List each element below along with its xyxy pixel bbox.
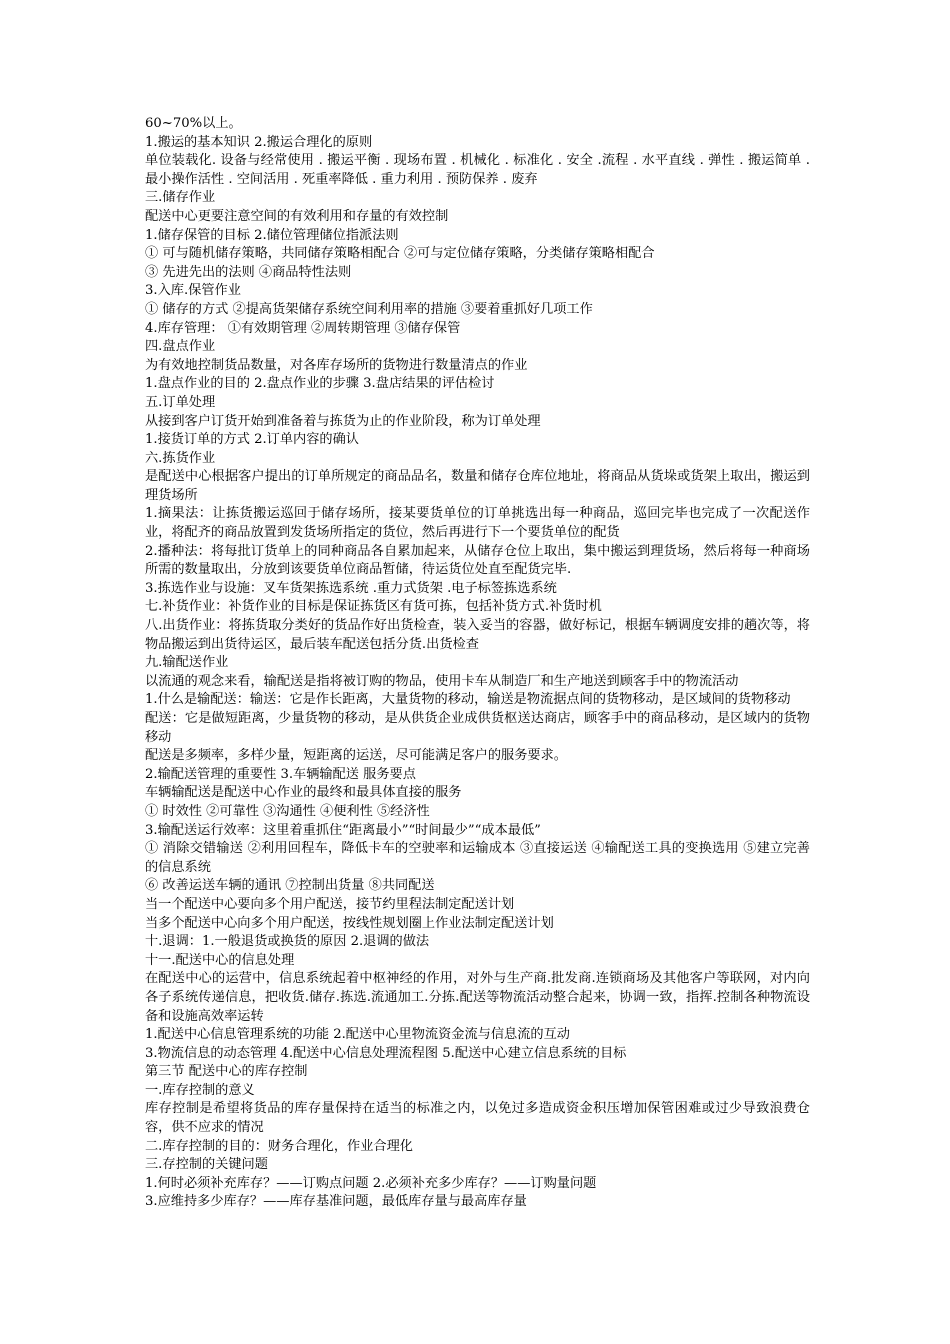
section-heading: 五.订单处理: [145, 394, 216, 410]
text-line: 配送中心更要注意空间的有效利用和存量的有效控制: [145, 208, 449, 224]
text-line: 当一个配送中心要向多个用户配送，接节约里程法制定配送计划: [145, 896, 515, 912]
text-line: 1.接货订单的方式 2.订单内容的确认: [145, 432, 359, 448]
text-line: 在配送中心的运营中，信息系统起着中枢神经的作用，对外与生产商.批发商.连锁商场及其他客户等联网，对内向各子系统传递信息，把收货.储存.拣选.流通加工.分拣.配送等物流活动整合起来，协调一致，指挥.控制各种物流设备和设施高效率运转: [145, 971, 810, 1024]
section-heading: 十一.配送中心的信息处理: [145, 952, 295, 968]
text-line: 3.输配送运行效率：这里着重抓住“距离最小”“时间最少”“成本最低”: [145, 822, 541, 838]
text-line: 从接到客户订货开始到准备着与拣货为止的作业阶段，称为订单处理: [145, 413, 541, 429]
text-line: 1.何时必须补充库存？——订购点问题 2.必须补充多少库存？——订购量问题: [145, 1175, 597, 1191]
chapter-heading: 第三节 配送中心的库存控制: [145, 1064, 308, 1080]
text-line: 当多个配送中心向多个用户配送，按线性规划圈上作业法制定配送计划: [145, 915, 554, 931]
text-line: 3.物流信息的动态管理 4.配送中心信息处理流程图 5.配送中心建立信息系统的目标: [145, 1045, 627, 1061]
section-heading: 一.库存控制的意义: [145, 1082, 255, 1098]
text-line: 配送是多频率，多样少量，短距离的运送，尽可能满足客户的服务要求。: [145, 748, 567, 764]
section-heading: 三.储存作业: [145, 190, 216, 206]
text-line: ③ 先进先出的法则 ④商品特性法则: [145, 264, 352, 280]
text-line: 3.入库.保管作业: [145, 283, 241, 299]
text-line: 3.应维持多少库存？——库存基准问题，最低库存量与最高库存量: [145, 1194, 527, 1210]
text-line: 1.盘点作业的目的 2.盘点作业的步骤 3.盘店结果的评估检讨: [145, 376, 495, 392]
text-line: 以流通的观念来看，输配送是指将被订购的物品，使用卡车从制造厂和生产地送到顾客手中的物流活动: [145, 673, 739, 689]
text-line: 1.什么是输配送：输送：它是作长距离，大量货物的移动，输送是物流据点间的货物移动，是区域间的货物移动: [145, 692, 791, 708]
text-line: 配送：它是做短距离，少量货物的移动，是从供货企业成供货枢送达商店，顾客手中的商品移动，是区域内的货物移动: [145, 711, 810, 745]
text-line: ① 可与随机储存策略，共同储存策略相配合 ②可与定位储存策略，分类储存策略相配合: [145, 246, 655, 262]
text-line: 1.摘果法：让拣货搬运巡回于储存场所，接某要货单位的订单挑选出每一种商品，巡回完毕也完成了一次配送作业，将配齐的商品放置到发货场所指定的货位，然后再进行下一个要货单位的配货: [145, 506, 810, 541]
text-line: 为有效地控制货品数量，对各库存场所的货物进行数量清点的作业: [145, 357, 528, 373]
text-line: 1.配送中心信息管理系统的功能 2.配送中心里物流资金流与信息流的互动: [145, 1027, 570, 1043]
text-line: ① 时效性 ②可靠性 ③沟通性 ④便利性 ⑤经济性: [145, 803, 430, 819]
section-heading: 八.出货作业：将拣货取分类好的货品作好出货检查，装入妥当的容器，做好标记，根据车辆调度安排的趟次等，将物品搬运到出货待运区，最后装车配送包括分货.出货检查: [145, 618, 810, 652]
document-body: [145, 115, 810, 1212]
section-heading: 三.存控制的关键问题: [145, 1157, 268, 1173]
section-heading: 六.拣货作业: [145, 450, 216, 466]
text-line: 2.播种法：将每批订货单上的同种商品各自累加起来，从储存仓位上取出，集中搬运到理货场，然后将每一种商场所需的数量取出，分放到该要货单位商品暂储，待运货位处直至配货完毕.: [145, 543, 810, 578]
text-line: 1.储存保管的目标 2.储位管理储位指派法则: [145, 227, 399, 243]
text-line: 4.库存管理： ①有效期管理 ②周转期管理 ③储存保管: [145, 320, 461, 336]
section-heading: 七.补货作业：补货作业的目标是保证拣货区有货可拣，包括补货方式.补货时机: [145, 599, 602, 615]
text-line: 车辆输配送是配送中心作业的最终和最具体直接的服务: [145, 785, 462, 801]
section-heading: 四.盘点作业: [145, 339, 216, 355]
text-line: 1.搬运的基本知识 2.搬运合理化的原则: [145, 134, 373, 150]
section-heading: 九.输配送作业: [145, 655, 229, 671]
text-line: ⑥ 改善运送车辆的通讯 ⑦控制出货量 ⑧共同配送: [145, 878, 435, 894]
text-line: 库存控制是希望将货品的库存量保持在适当的标准之内，以免过多造成资金积压增加保管困难或过少导致浪费仓容，供不应求的情况: [145, 1101, 810, 1136]
text-line: ① 消除交错输送 ②利用回程车，降低卡车的空驶率和运输成本 ③直接运送 ④输配送工具的变换选用 ⑤建立完善的信息系统: [145, 841, 810, 875]
text-line: 单位装载化. 设备与经常使用 . 搬运平衡 . 现场布置 . 机械化 . 标准化 . 安全 .流程 . 水平直线 . 弹性 . 搬运简单 . 最小操作活性 . 空间活用 . 死重率降低 . 重力利用 . 预防保养 . 废弃: [145, 153, 810, 187]
section-heading: 十.退调：1.一般退货或换货的原因 2.退调的做法: [145, 934, 430, 950]
text-line: 是配送中心根据客户提出的订单所规定的商品品名，数量和储存仓库位地址，将商品从货垛或货架上取出，搬运到理货场所: [145, 469, 810, 503]
text-line: 3.拣选作业与设施：叉车货架拣选系统 .重力式货架 .电子标签拣选系统: [145, 580, 557, 596]
text-line: 60~70%以上。: [145, 116, 242, 131]
text-line: ① 储存的方式 ②提高货架储存系统空间利用率的措施 ③要着重抓好几项工作: [145, 301, 593, 317]
text-line: 2.输配送管理的重要性 3.车辆输配送 服务要点: [145, 766, 416, 782]
section-heading: 二.库存控制的目的：财务合理化，作业合理化: [145, 1138, 413, 1154]
